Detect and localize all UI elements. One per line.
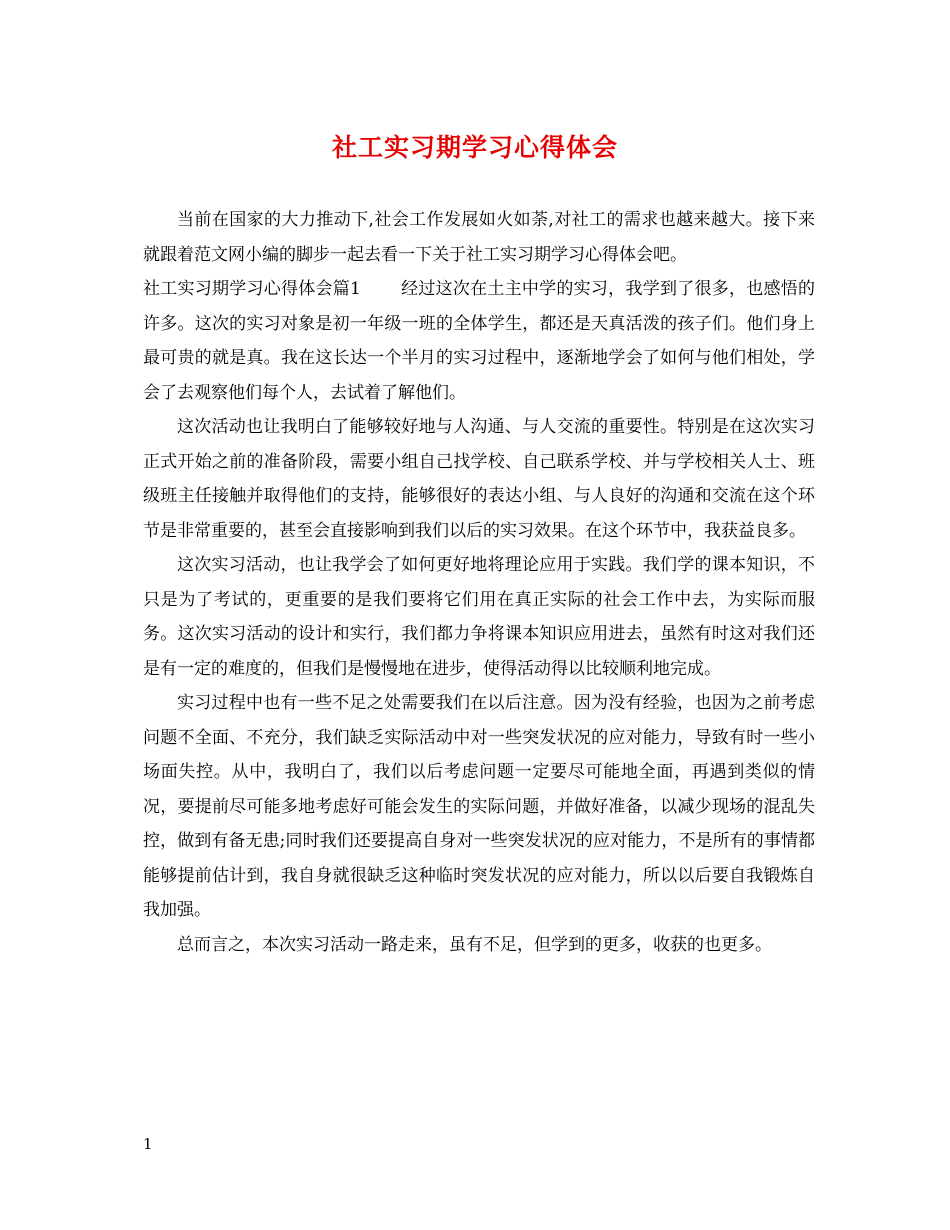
section-heading: 社工实习期学习心得体会篇1 [143,279,361,299]
paragraph-1-text: 经过这次在土主中学的实习，我学到了很多，也感悟的许多。这次的实习对象是初一年级一班的全体学生，都还是天真活泼的孩子们。他们身上最可贵的就是真。我在这长达一个半月的实习过程中，逐渐地学会了如何与他们相处，学会了去观察他们每个人，去试着了解他们。 [143,279,815,403]
body-paragraph-2: 这次活动也让我明白了能够较好地与人沟通、与人交流的重要性。特别是在这次实习正式开始之前的准备阶段，需要小组自己找学校、自己联系学校、并与学校相关人士、班级班主任接触并取得他们的支持，能够很好的表达小组、与人良好的沟通和交流在这个环节是非常重要的，甚至会直接影响到我们以后的实习效果。在这个环节中，我获益良多。 [143,417,815,541]
body-paragraph-4: 实习过程中也有一些不足之处需要我们在以后注意。因为没有经验，也因为之前考虑问题不全面、不充分，我们缺乏实际活动中对一些突发状况的应对能力，导致有时一些小场面失控。从中，我明白了，我们以后考虑问题一定要尽可能地全面，再遇到类似的情况，要提前尽可能多地考虑好可能会发生的实际问题，并做好准备，以减少现场的混乱失控，做到有备无患;同时我们还要提高自身对一些突发状况的应对能力，不是所有的事情都能够提前估计到，我自身就很缺乏这种临时突发状况的应对能力，所以以后要自我锻炼自我加强。 [143,693,815,920]
intro-paragraph: 当前在国家的大力推动下,社会工作发展如火如荼,对社工的需求也越来越大。接下来就跟着范文网小编的脚步一起去看一下关于社工实习期学习心得体会吧。 [143,210,815,265]
body-paragraph-3: 这次实习活动，也让我学会了如何更好地将理论应用于实践。我们学的课本知识，不只是为了考试的，更重要的是我们要将它们用在真正实际的社会工作中去，为实际而服务。这次实习活动的设计和实行，我们都力争将课本知识应用进去，虽然有时这对我们还是有一定的难度的，但我们是慢慢地在进步，使得活动得以比较顺利地完成。 [143,555,815,679]
document-body [143,203,815,962]
body-paragraph-5: 总而言之，本次实习活动一路走来，虽有不足，但学到的更多，收获的也更多。 [177,934,772,955]
section-paragraph-1 [143,272,815,410]
page-number: 1 [143,1135,153,1153]
document-title: 社工实习期学习心得体会 [331,133,618,162]
